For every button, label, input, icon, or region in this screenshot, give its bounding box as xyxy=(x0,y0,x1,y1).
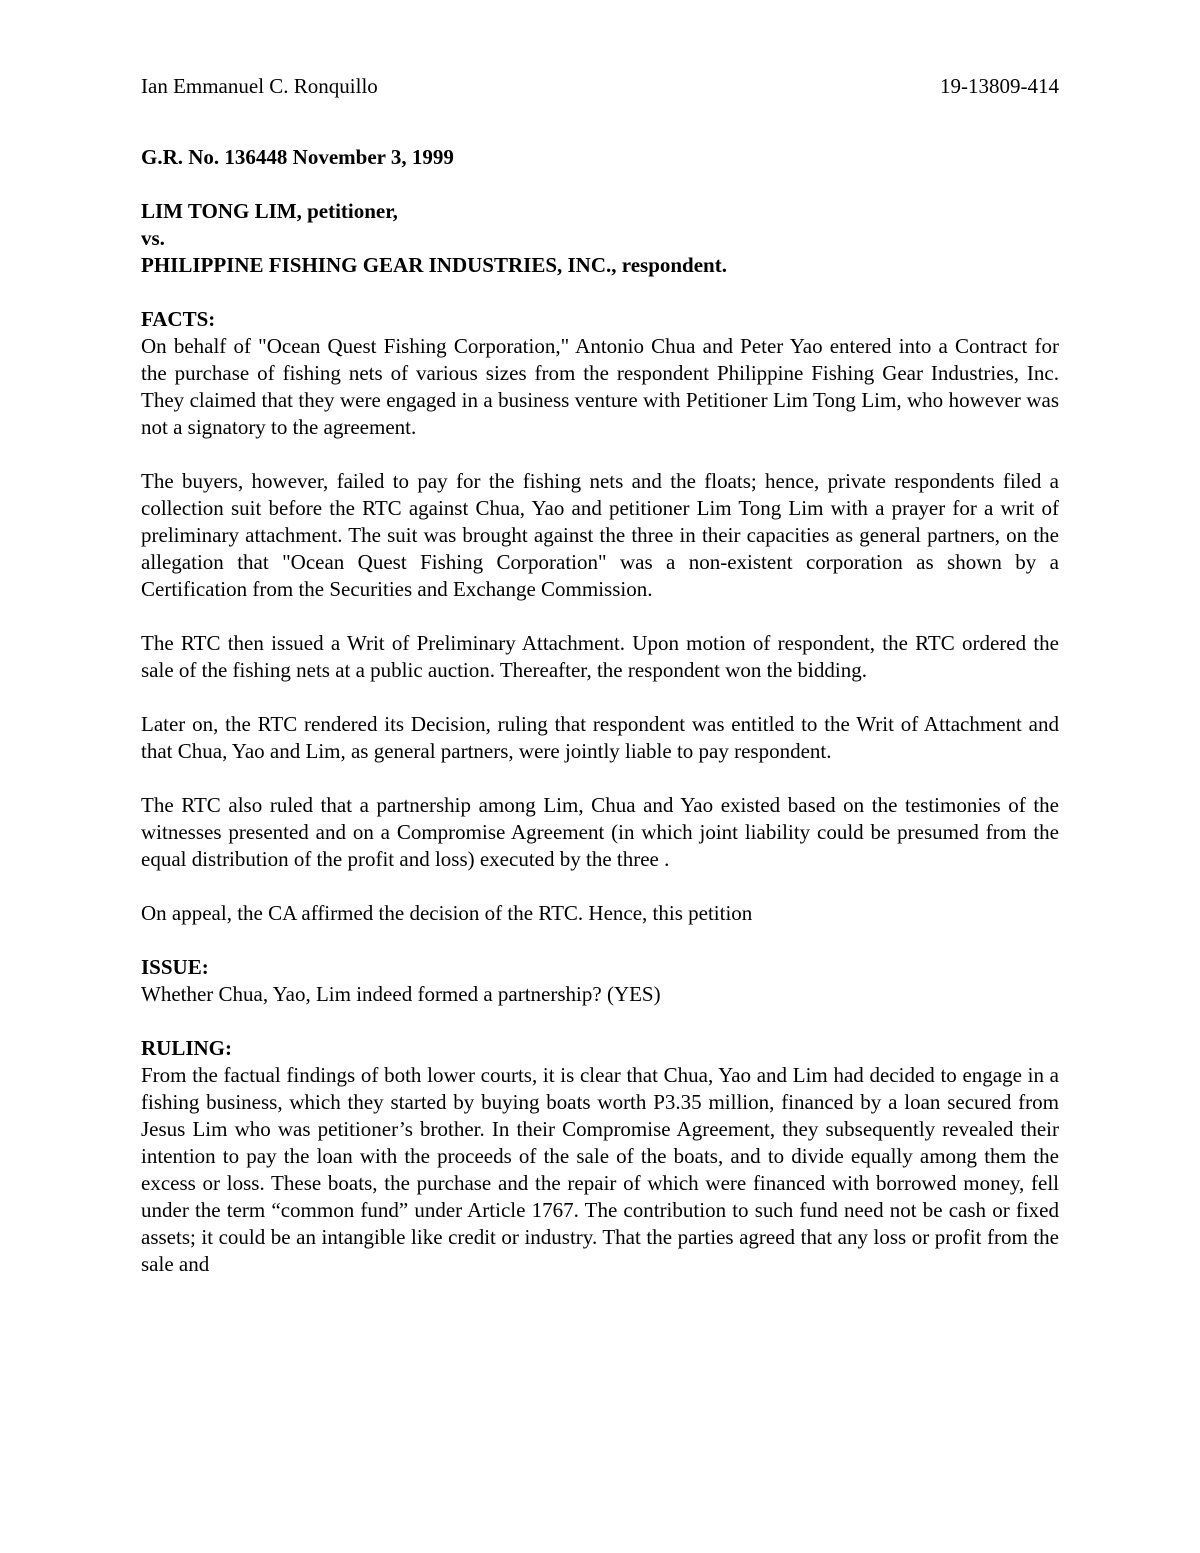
facts-paragraph: The buyers, however, failed to pay for the fishing nets and the floats; hence, private respondents filed a collection suit before the RTC against Chua, Yao and petitioner Lim Tong Lim with a prayer for a writ of preliminary attachment. The suit was brought against the three in their capacities as general partners, on the allegation that "Ocean Quest Fishing Corporation" was a non-existent corporation as shown by a Certification from the Securities and Exchange Commission. xyxy=(141,469,1059,601)
versus-line: vs. xyxy=(141,226,165,250)
issue-text: Whether Chua, Yao, Lim indeed formed a partnership? (YES) xyxy=(141,982,661,1006)
facts-paragraph: On appeal, the CA affirmed the decision of the RTC. Hence, this petition xyxy=(141,901,753,925)
document-body xyxy=(141,144,1059,1278)
page-header xyxy=(141,72,1059,100)
respondent-line: PHILIPPINE FISHING GEAR INDUSTRIES, INC., respondent. xyxy=(141,253,727,277)
issue-heading: ISSUE: xyxy=(141,955,209,979)
student-id-number: 19-13809-414 xyxy=(940,74,1059,98)
ruling-heading: RULING: xyxy=(141,1036,233,1060)
facts-paragraph: The RTC also ruled that a partnership among Lim, Chua and Yao existed based on the testimonies of the witnesses presented and on a Compromise Agreement (in which joint liability could be presumed from the equal distribution of the profit and loss) executed by the three . xyxy=(141,793,1059,871)
facts-paragraph: Later on, the RTC rendered its Decision, ruling that respondent was entitled to the Writ of Attachment and that Chua, Yao and Lim, as general partners, were jointly liable to pay respondent. xyxy=(141,712,1059,763)
petitioner-line: LIM TONG LIM, petitioner, xyxy=(141,199,398,223)
facts-paragraph: On behalf of "Ocean Quest Fishing Corporation," Antonio Chua and Peter Yao entered into a Contract for the purchase of fishing nets of various sizes from the respondent Philippine Fishing Gear Industries, Inc. They claimed that they were engaged in a business venture with Petitioner Lim Tong Lim, who however was not a signatory to the agreement. xyxy=(141,334,1059,439)
ruling-text: From the factual findings of both lower courts, it is clear that Chua, Yao and Lim had decided to engage in a fishing business, which they started by buying boats worth P3.35 million, financed by a loan secured from Jesus Lim who was petitioner’s brother. In their Compromise Agreement, they subsequently revealed their intention to pay the loan with the proceeds of the sale of the boats, and to divide equally among them the excess or loss. These boats, the purchase and the repair of which were financed with borrowed money, fell under the term “common fund” under Article 1767. The contribution to such fund need not be cash or fixed assets; it could be an intangible like credit or industry. That the parties agreed that any loss or profit from the sale and xyxy=(141,1063,1059,1276)
case-number-date: G.R. No. 136448 November 3, 1999 xyxy=(141,145,454,169)
facts-heading: FACTS: xyxy=(141,307,216,331)
author-name: Ian Emmanuel C. Ronquillo xyxy=(141,74,378,98)
facts-paragraph: The RTC then issued a Writ of Preliminary Attachment. Upon motion of respondent, the RTC ordered the sale of the fishing nets at a public auction. Thereafter, the respondent won the bidding. xyxy=(141,631,1059,682)
